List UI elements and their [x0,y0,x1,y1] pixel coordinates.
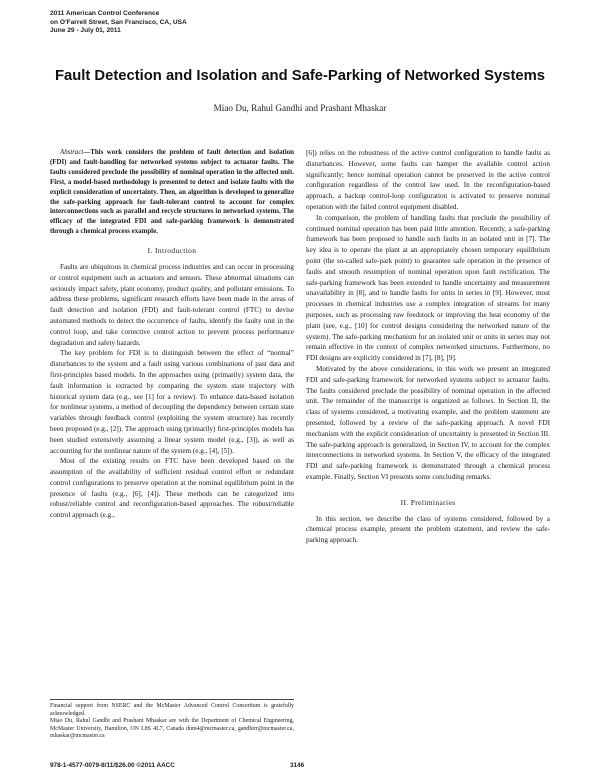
page-number: 3146 [290,762,305,769]
conference-dates: June 29 - July 01, 2011 [50,27,121,35]
section-spacer [306,483,550,489]
paper-title: Fault Detection and Isolation and Safe-Parking of Networked Systems [54,68,546,84]
footnote-affiliation: Miao Du, Rahul Gandhi and Prashant Mhaskar are with the Department of Chemical Engineering, McMaster University, Hamilton, ON L8S 4L7, Canada dum4@mcmaster.ca, gandhirr@mcmaster.ca, mhaskar@mcmaster.ca [50,718,294,740]
right-column [306,148,550,546]
section-heading-introduction: I. Introduction [147,246,197,256]
paragraph: Motivated by the above considerations, in this work we present an integrated FDI and safe-parking framework for networked systems subject to actuator faults. The faults considered preclude the possibility of nominal operation in the affected unit. The remainder of the manuscript is organized as follows. In Section II, the class of systems considered, a motivating example, and the problem statement are presented, followed by a review of the safe-parking approach. A novel FDI mechanism with the explicit consideration of uncertainty is presented in Section III. The safe-parking approach is generalized, in Section IV, to account for the complex interconnections in networked systems. In Section V, the efficacy of the integrated FDI and safe-parking framework is demonstrated through a chemical process example. Finally, Section VI presents some concluding remarks. [306,364,550,481]
paragraph: [6]) relies on the robustness of the active control configuration to handle faults as disturbances. However, some faults can hamper the available control action significantly; hence nominal operation cannot be preserved in the active control configuration regardless of the control law used. In the reconfiguration-based approach, a backup control-loop configuration is activated to preserve nominal operation with the failed control equipment disabled. [306,149,550,211]
paragraph: In this section, we describe the class of systems considered, followed by a chemical process example, present the problem statement, and review the safe-parking approach. [306,514,550,545]
footnote-funding: Financial support from NSERC and the McMaster Advanced Control Consortium is gratefully acknowledged. [50,703,294,717]
left-column [50,148,294,521]
paragraph: In comparison, the problem of handling faults that preclude the possibility of continued nominal operation has been paid little attention. Recently, a safe-parking framework has been proposed to handle such faults in an isolated unit in [7]. The key idea is to operate the plant at an appropriately chosen temporary equilibrium point (the so-called safe-park point) to guarantee safe operation in the presence of faults and smooth resumption of nominal operation upon fault rectification. The safe-parking framework has been extended to handle uncertainty and measurement unavailability in [8], and to handle faults for units in series in [9]. However, most processes in chemical industries use a complex integration of streams for many purposes, such as processing raw feedstock or improving the heat economy of the plant (see, e.g., [10] for control designs considering the networked nature of the system). The safe-parking mechanism for an isolated unit or units in series may not remain effective in the context of complex networked structures. Furthermore, no FDI designs are explicitly considered in [7], [8], [9]. [306,213,550,363]
abstract-lead: Abstract [60,149,84,156]
section-heading-preliminaries: II. Preliminaries [400,497,456,507]
paragraph: Most of the existing results on FTC have been developed based on the assumption of the availability of sufficient residual control effort or redundant control configurations to preserve operation at the nominal equilibrium point in the presence of faults (e.g., [6], [4]). These methods can be categorized into robust/reliable control and reconfiguration-based approaches. The robust/reliable control approach (e.g., [50,457,294,520]
paragraph: Faults are ubiquitous in chemical process industries and can occur in processing or control equipment such as actuators and sensors. These abnormal situations can seriously impact safety, plant economy, product quality, and pollutant emissions. To address these problems, significant research efforts have been made in the areas of fault detection and isolation (FDI) and fault-tolerant control (FTC) to devise automated methods to detect the occurrence of faults, identify the faulty unit in the control loop, and take corrective control action to prevent process performance degradation and safety hazards. [50,262,294,347]
footer-isbn: 978-1-4577-0079-8/11/$26.00 ©2011 AACC [50,762,175,769]
conference-header [50,10,350,36]
conference-address: on O'Farrell Street, San Francisco, CA, USA [50,18,187,26]
abstract-text: —This work considers the problem of fault detection and isolation (FDI) and fault-handling for networked systems subject to actuator faults. The faults considered preclude the possibility of nominal operation in the affected unit. First, a model-based methodology is presented to detect and isolate faults with the explicit consideration of uncertainty. Then, an algorithm is developed to generalize the safe-parking approach for fault-tolerant control to account for complex interconnections such as parallel and recycle structures in networked systems. The efficacy of the integrated FDI and safe-parking framework is demonstrated through a chemical process example. [50,149,294,236]
footnotes [50,699,294,741]
paragraph: The key problem for FDI is to distinguish between the effect of “normal” disturbances to the system and a fault using various combinations of past data and first-principles based models. In the approaches using (primarily) system data, the fault information is extracted by comparing the system state trajectory with historical system data (e.g., see [1] for a review). To enhance data-based isolation for nonlinear systems, a method of decoupling the dependency between certain state variables through feedback control (exploiting the system structure) has recently been proposed (e.g., [2]). The approach using (primarily) first-principles models has been studied extensively assuming a linear system model (e.g., [3]), as well as accounting for the nonlinear nature of the system (e.g., [4], [5]). [50,349,294,455]
abstract [50,148,294,237]
author-list: Miao Du, Rahul Gandhi and Prashant Mhaskar [213,103,387,113]
conference-name: 2011 American Control Conference [50,10,160,17]
